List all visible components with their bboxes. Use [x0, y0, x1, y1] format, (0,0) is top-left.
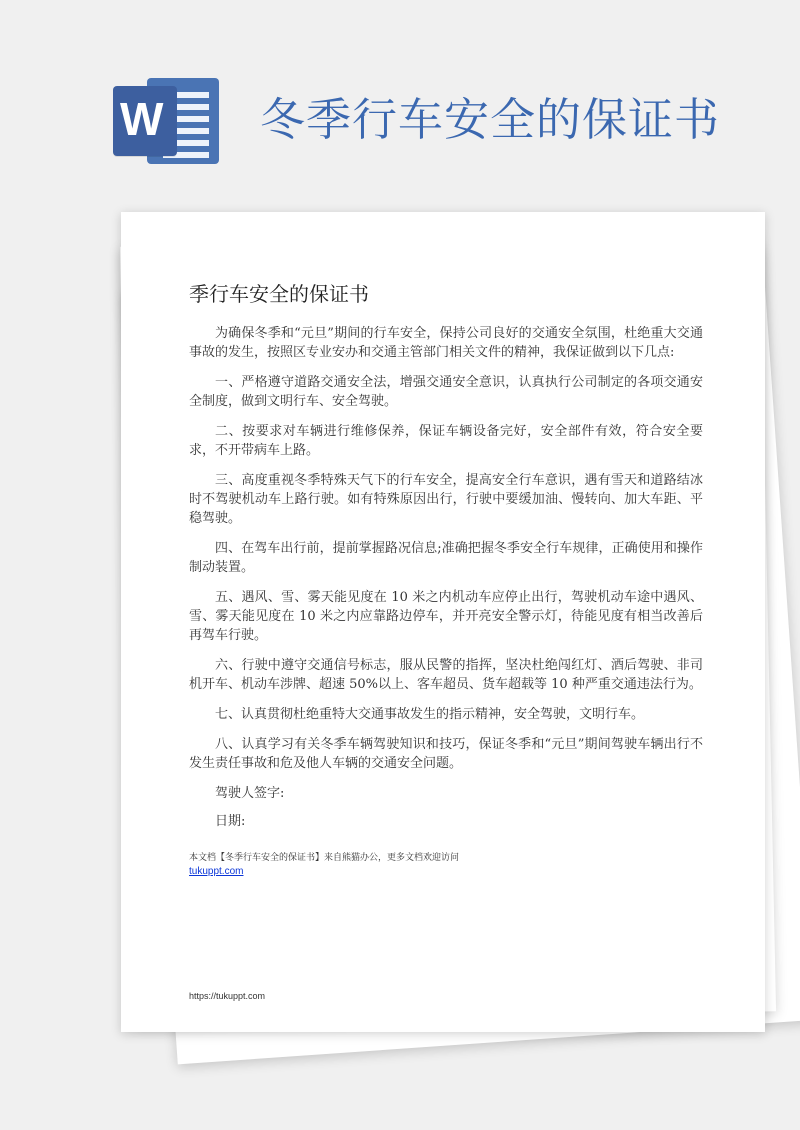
paragraph-8: 八、认真学习有关冬季车辆驾驶知识和技巧，保证冬季和“元旦”期间驾驶车辆出行不发生责任事故和危及他人车辆的交通安全问题。 [189, 737, 703, 771]
paragraph-1: 一、严格遵守道路交通安全法，增强交通安全意识，认真执行公司制定的各项交通安全制度，做到文明行车、安全驾驶。 [189, 375, 703, 409]
paragraph-2: 二、按要求对车辆进行维修保养，保证车辆设备完好，安全部件有效，符合安全要求，不开带病车上路。 [189, 424, 703, 458]
document-page [121, 212, 765, 1032]
document-body [189, 324, 703, 840]
paragraph-6: 六、行驶中遵守交通信号标志，服从民警的指挥，坚决杜绝闯红灯、酒后驾驶、非司机开车、机动车涉牌、超速 50%以上、客车超员、货车超载等 10 种严重交通违法行为。 [189, 658, 703, 692]
paragraph-7: 七、认真贯彻杜绝重特大交通事故发生的指示精神，安全驾驶，文明行车。 [215, 707, 645, 722]
date-label: 日期: [215, 814, 246, 829]
word-w-badge [113, 86, 177, 156]
paragraph-intro: 为确保冬季和“元旦”期间的行车安全，保持公司良好的交通安全氛围，杜绝重大交通事故的发生，按照区专业安办和交通主管部门相关文件的精神，我保证做到以下几点: [189, 326, 703, 360]
page-url: https://tukuppt.com [189, 991, 266, 1001]
paragraph-3: 三、高度重视冬季特殊天气下的行车安全，提高安全行车意识，遇有雪天和道路结冰时不驾驶机动车上路行驶。如有特殊原因出行，行驶中要缓加油、慢转向、加大车距、平稳驾驶。 [189, 473, 703, 526]
header-title: 冬季行车安全的保证书 [260, 93, 721, 146]
footer-note: 本文档【冬季行车安全的保证书】来自熊猫办公，更多文档欢迎访问 [189, 853, 460, 863]
document-title: 季行车安全的保证书 [189, 282, 369, 306]
word-app-icon [113, 70, 223, 170]
signature-label: 驾驶人签字: [215, 786, 285, 801]
footer-link[interactable]: tukuppt.com [189, 866, 244, 877]
logo-letter: W [120, 93, 164, 145]
paragraph-4: 四、在驾车出行前，提前掌握路况信息;准确把握冬季安全行车规律，正确使用和操作制动装置。 [189, 541, 703, 575]
paragraph-5: 五、遇风、雪、雾天能见度在 10 米之内机动车应停止出行，驾驶机动车途中遇风、雪、雾天能见度在 10 米之内应靠路边停车，并开亮安全警示灯，待能见度有相当改善后再驾车行驶。 [189, 590, 703, 643]
